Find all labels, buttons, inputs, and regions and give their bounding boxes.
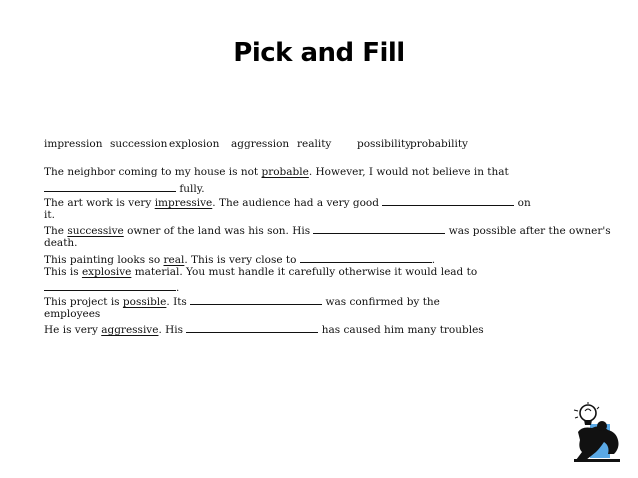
sentence-7-line-1 xyxy=(44,322,484,337)
sentence-text: . The audience had a very good xyxy=(212,197,383,209)
lightbulb-glass xyxy=(580,405,596,421)
light-ray xyxy=(574,410,578,411)
sentence-text: material. You must handle it carefully otherwise it would lead to xyxy=(131,266,478,278)
sentence-text: This project is xyxy=(44,296,123,308)
sentence-text: on xyxy=(514,197,531,209)
page-title: Pick and Fill xyxy=(233,38,405,68)
fill-blank[interactable] xyxy=(44,181,176,192)
sentence-2-line-2 xyxy=(44,209,55,222)
fill-blank[interactable] xyxy=(382,195,514,206)
sentence-5-line-2 xyxy=(44,280,179,295)
ground-line xyxy=(574,459,620,462)
word-bank-item: reality xyxy=(297,138,332,150)
lightbulb-filament xyxy=(585,409,591,411)
sentence-text: . Its xyxy=(166,296,191,308)
sentence-keyword: successive xyxy=(67,225,124,237)
word-bank-item: impression xyxy=(44,138,103,150)
sentence-3-line-2 xyxy=(44,237,78,250)
sentence-1-line-2 xyxy=(44,181,205,196)
sentence-text: . This is very close to xyxy=(184,254,300,266)
sentence-text: was confirmed by the xyxy=(322,296,440,308)
sentence-keyword: explosive xyxy=(81,266,132,278)
word-bank-item: explosion xyxy=(169,138,220,150)
sentence-keyword: aggressive xyxy=(101,324,159,336)
fill-blank[interactable] xyxy=(44,280,176,291)
sentence-6-line-2 xyxy=(44,308,100,321)
sentence-2-line-1 xyxy=(44,195,531,210)
sentence-text: owner of the land was his son. His xyxy=(123,225,314,237)
lightbulb-base xyxy=(584,420,592,425)
fill-blank[interactable] xyxy=(190,294,322,305)
light-ray xyxy=(575,417,578,418)
sentence-text: The neighbor coming to my house is not xyxy=(44,166,262,178)
fill-blank[interactable] xyxy=(313,223,445,234)
light-ray xyxy=(597,407,599,409)
fill-blank[interactable] xyxy=(300,252,432,263)
word-bank-item: possibility xyxy=(357,138,412,150)
sentence-4-line-1 xyxy=(44,252,435,267)
sentence-text: employees xyxy=(44,308,101,320)
sentence-text: has caused him many troubles xyxy=(318,324,484,336)
lightbulb-thinker-icon xyxy=(568,402,626,464)
sentence-text: . However, I would not believe in that xyxy=(308,166,509,178)
thinker-head xyxy=(597,421,607,431)
sentence-text: was possible after the owner's xyxy=(445,225,611,237)
fill-blank[interactable] xyxy=(186,322,318,333)
sentence-text: it. xyxy=(44,209,55,221)
sentence-keyword: possible xyxy=(122,296,167,308)
sentence-text: . His xyxy=(158,324,187,336)
sentence-keyword: real xyxy=(163,254,185,266)
sentence-text: . xyxy=(431,254,436,266)
sentence-keyword: probable xyxy=(261,166,309,178)
word-bank-item: succession xyxy=(110,138,168,150)
sentence-text: . xyxy=(176,282,180,294)
sentence-text: death. xyxy=(44,237,78,249)
word-bank-item: aggression xyxy=(231,138,290,150)
sentence-6-line-1 xyxy=(44,294,440,309)
sentence-3-line-1 xyxy=(44,223,611,238)
sentence-keyword: impressive xyxy=(154,197,213,209)
sentence-text: The art work is very xyxy=(44,197,155,209)
sentence-text: fully. xyxy=(176,183,205,195)
word-bank-item: probability xyxy=(410,138,468,150)
sentence-text: He is very xyxy=(44,324,102,336)
sentence-text: This painting looks so xyxy=(44,254,164,266)
sentence-5-line-1 xyxy=(44,266,477,279)
sentence-1-line-1 xyxy=(44,166,509,179)
sentence-text: The xyxy=(44,225,68,237)
sentence-text: This is xyxy=(44,266,82,278)
